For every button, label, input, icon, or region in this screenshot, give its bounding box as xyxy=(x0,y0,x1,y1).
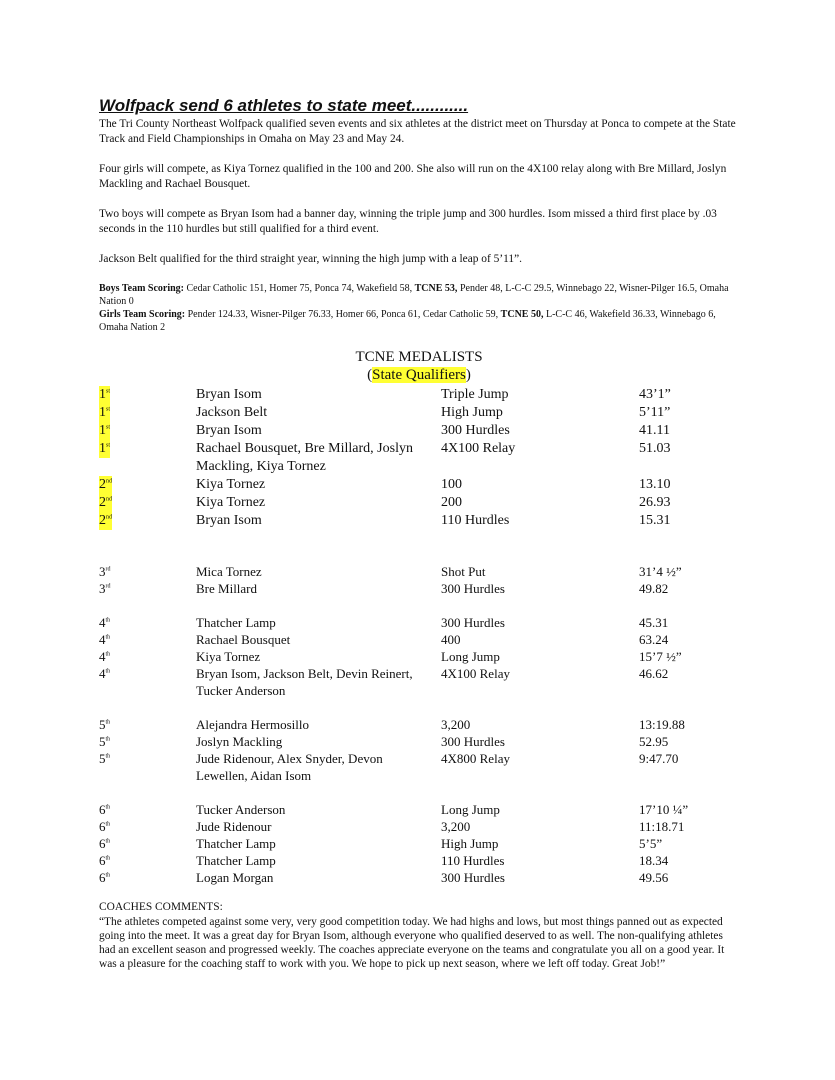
result-row xyxy=(99,440,739,476)
medalists-table xyxy=(99,386,739,886)
place-suffix: th xyxy=(105,719,111,726)
athlete: Bre Millard xyxy=(196,581,258,596)
place xyxy=(99,422,110,440)
athlete: Thatcher Lamp xyxy=(196,836,276,851)
mark: 41.11 xyxy=(639,423,670,438)
paragraph-2: Four girls will compete, as Kiya Tornez qualified in the 100 and 200. She also will run on the 4X100 relay along with Bre Millard, Joslyn Mackling and Rachael Bousquet. xyxy=(99,163,727,190)
event: Long Jump xyxy=(441,649,500,664)
event: 110 Hurdles xyxy=(441,853,505,868)
place-suffix: th xyxy=(105,804,111,811)
athlete: Kiya Tornez xyxy=(196,495,266,510)
mark: 11:18.71 xyxy=(639,819,685,834)
event: 300 Hurdles xyxy=(441,615,505,630)
athlete: Tucker Anderson xyxy=(196,802,286,817)
event: 4X100 Relay xyxy=(441,666,510,681)
place-number: 3 xyxy=(99,564,106,579)
place-suffix: nd xyxy=(106,478,112,485)
event: 100 xyxy=(441,477,462,492)
place-number: 6 xyxy=(99,870,106,885)
place-number: 4 xyxy=(99,615,106,630)
place xyxy=(99,386,110,404)
place-suffix: st xyxy=(106,424,111,431)
result-row xyxy=(99,750,739,784)
mark: 15’7 ½” xyxy=(639,649,682,664)
place xyxy=(99,818,110,835)
place xyxy=(99,440,110,458)
place xyxy=(99,835,110,852)
place xyxy=(99,614,110,631)
headline: Wolfpack send 6 athletes to state meet............ xyxy=(99,96,469,115)
mark: 31’4 ½” xyxy=(639,564,682,579)
place xyxy=(99,631,110,648)
girls-scoring-after: L-C-C 46, Wakefield 36.33, Winnebago 6, Omaha Nation 2 xyxy=(99,309,716,333)
place xyxy=(99,801,110,818)
athlete: Kiya Tornez xyxy=(196,649,261,664)
mark: 13:19.88 xyxy=(639,717,685,732)
place-number: 4 xyxy=(99,632,106,647)
place-suffix: th xyxy=(105,736,111,743)
mark: 52.95 xyxy=(639,734,669,749)
result-row xyxy=(99,631,739,648)
mark: 49.56 xyxy=(639,870,669,885)
athlete: Bryan Isom xyxy=(196,423,262,438)
place xyxy=(99,512,112,530)
result-row xyxy=(99,716,739,733)
place-suffix: rd xyxy=(105,583,111,590)
mark: 26.93 xyxy=(639,495,671,510)
result-row xyxy=(99,580,739,597)
place xyxy=(99,580,111,597)
place-suffix: nd xyxy=(106,496,112,503)
article xyxy=(99,96,739,971)
mark: 18.34 xyxy=(639,853,669,868)
place xyxy=(99,733,110,750)
mark: 49.82 xyxy=(639,581,669,596)
athlete: Joslyn Mackling xyxy=(196,734,283,749)
athlete: Rachael Bousquet xyxy=(196,632,291,647)
place-number: 6 xyxy=(99,853,106,868)
place xyxy=(99,648,110,665)
girls-scoring-label: Girls Team Scoring: xyxy=(99,309,186,320)
place-suffix: st xyxy=(106,406,111,413)
event: 4X800 Relay xyxy=(441,751,510,766)
group-spacer xyxy=(99,784,739,801)
athlete: Bryan Isom, Jackson Belt, Devin Reinert, Tucker Anderson xyxy=(196,666,413,698)
paragraph-3: Two boys will compete as Bryan Isom had a banner day, winning the triple jump and 300 hurdles. Isom missed a third first place by .03 seconds in the 110 hurdles but still qualified for a third event. xyxy=(99,208,717,235)
place-number: 1 xyxy=(99,405,106,420)
place-number: 1 xyxy=(99,441,106,456)
athlete: Bryan Isom xyxy=(196,513,262,528)
place xyxy=(99,716,110,733)
mark: 15.31 xyxy=(639,513,671,528)
event: Triple Jump xyxy=(441,387,509,402)
boys-scoring-tcne: TCNE 53, xyxy=(414,283,458,294)
group-spacer xyxy=(99,699,739,716)
result-row xyxy=(99,665,739,699)
result-row xyxy=(99,835,739,852)
mark: 5’5” xyxy=(639,836,663,851)
place-number: 2 xyxy=(99,477,106,492)
place-number: 3 xyxy=(99,581,106,596)
event: 300 Hurdles xyxy=(441,870,505,885)
place-suffix: st xyxy=(106,388,111,395)
result-row xyxy=(99,512,739,530)
place-suffix: th xyxy=(105,617,111,624)
place-number: 5 xyxy=(99,734,106,749)
event: Long Jump xyxy=(441,802,500,817)
result-row xyxy=(99,869,739,886)
mark: 5’11” xyxy=(639,405,671,420)
result-row xyxy=(99,386,739,404)
subtitle-close-paren: ) xyxy=(465,367,471,383)
event: Shot Put xyxy=(441,564,486,579)
athlete: Thatcher Lamp xyxy=(196,615,276,630)
event: 4X100 Relay xyxy=(441,441,516,456)
place-number: 6 xyxy=(99,819,106,834)
place xyxy=(99,750,110,767)
place-number: 5 xyxy=(99,717,106,732)
mark: 13.10 xyxy=(639,477,671,492)
place-suffix: th xyxy=(105,634,111,641)
coaches-comments: “The athletes competed against some very, very good competition today. We had highs and lows, but most things panned out as expected going into the meet. It was a great day for Bryan Isom, although everyone who qualified deserved to as well. The non-qualifying athletes had an excellent season and progressed weekly. The coaches appreciate everyone on the teams and congratulate you all on a good year. It was a pleasure for the coaching staff to work with you. We hope to pick up next season, where we left off today. Great Job!” xyxy=(99,916,725,970)
place xyxy=(99,476,112,494)
athlete: Bryan Isom xyxy=(196,387,262,402)
place-number: 5 xyxy=(99,751,106,766)
group-spacer xyxy=(99,597,739,614)
mark: 51.03 xyxy=(639,441,671,456)
event: 110 Hurdles xyxy=(441,513,510,528)
boys-team-scoring xyxy=(99,282,739,308)
place-number: 6 xyxy=(99,836,106,851)
athlete: Jackson Belt xyxy=(196,405,268,420)
boys-scoring-after: Pender 48, L-C-C 29.5, Winnebago 22, Wisner-Pilger 16.5, Omaha Nation 0 xyxy=(99,283,729,307)
athlete: Thatcher Lamp xyxy=(196,853,276,868)
event: 400 xyxy=(441,632,461,647)
athlete: Kiya Tornez xyxy=(196,477,266,492)
mark: 46.62 xyxy=(639,666,669,681)
place xyxy=(99,494,112,512)
place xyxy=(99,563,111,580)
medalists-title: TCNE MEDALISTS xyxy=(355,349,483,365)
result-row xyxy=(99,404,739,422)
girls-scoring-before: Pender 124.33, Wisner-Pilger 76.33, Homer 66, Ponca 61, Cedar Catholic 59, xyxy=(185,309,501,320)
place-suffix: th xyxy=(105,855,111,862)
place xyxy=(99,852,110,869)
place-suffix: th xyxy=(105,651,111,658)
athlete: Rachael Bousquet, Bre Millard, Joslyn Mackling, Kiya Tornez xyxy=(196,441,413,474)
result-row xyxy=(99,801,739,818)
result-row xyxy=(99,733,739,750)
event: 300 Hurdles xyxy=(441,734,505,749)
result-row xyxy=(99,476,739,494)
event: 300 Hurdles xyxy=(441,423,510,438)
event: 3,200 xyxy=(441,717,471,732)
place xyxy=(99,665,110,682)
event: High Jump xyxy=(441,836,499,851)
athlete: Logan Morgan xyxy=(196,870,274,885)
result-row xyxy=(99,614,739,631)
mark: 63.24 xyxy=(639,632,669,647)
boys-scoring-label: Boys Team Scoring: xyxy=(99,283,185,294)
place-suffix: th xyxy=(105,821,111,828)
place xyxy=(99,404,110,422)
mark: 9:47.70 xyxy=(639,751,679,766)
place-suffix: th xyxy=(105,838,111,845)
athlete: Jude Ridenour, Alex Snyder, Devon Lewellen, Aidan Isom xyxy=(196,751,383,783)
paragraph-4: Jackson Belt qualified for the third straight year, winning the high jump with a leap of 5’11”. xyxy=(99,253,523,265)
place-number: 1 xyxy=(99,423,106,438)
event: 3,200 xyxy=(441,819,471,834)
state-qualifiers-highlight: State Qualifiers xyxy=(372,367,466,383)
result-row xyxy=(99,422,739,440)
athlete: Alejandra Hermosillo xyxy=(196,717,309,732)
place-suffix: rd xyxy=(105,566,111,573)
mark: 17’10 ¼” xyxy=(639,802,689,817)
girls-scoring-tcne: TCNE 50, xyxy=(500,309,544,320)
paragraph-1: The Tri County Northeast Wolfpack qualified seven events and six athletes at the district meet on Thursday at Ponca to compete at the State Track and Field Championships in Omaha on May 23 and May 24. xyxy=(99,118,736,145)
athlete: Mica Tornez xyxy=(196,564,262,579)
place-suffix: th xyxy=(105,753,111,760)
medalists-subtitle xyxy=(99,366,739,384)
event: High Jump xyxy=(441,405,503,420)
result-row xyxy=(99,648,739,665)
result-row xyxy=(99,818,739,835)
event: 200 xyxy=(441,495,462,510)
result-row xyxy=(99,563,739,580)
place-number: 2 xyxy=(99,513,106,528)
mark: 45.31 xyxy=(639,615,669,630)
subtitle-open-paren: ( xyxy=(367,367,373,383)
place-suffix: th xyxy=(105,872,111,879)
place-number: 1 xyxy=(99,387,106,402)
place-suffix: st xyxy=(106,442,111,449)
boys-scoring-before: Cedar Catholic 151, Homer 75, Ponca 74, Wakefield 58, xyxy=(184,283,415,294)
place-number: 2 xyxy=(99,495,106,510)
place-suffix: nd xyxy=(106,514,112,521)
athlete: Jude Ridenour xyxy=(196,819,272,834)
group-spacer xyxy=(99,530,739,563)
result-row xyxy=(99,494,739,512)
place xyxy=(99,869,110,886)
girls-team-scoring xyxy=(99,308,739,334)
event: 300 Hurdles xyxy=(441,581,505,596)
mark: 43’1” xyxy=(639,387,671,402)
result-row xyxy=(99,852,739,869)
coaches-heading: COACHES COMMENTS: xyxy=(99,901,223,913)
place-number: 4 xyxy=(99,649,106,664)
place-number: 4 xyxy=(99,666,106,681)
place-number: 6 xyxy=(99,802,106,817)
place-suffix: th xyxy=(105,668,111,675)
